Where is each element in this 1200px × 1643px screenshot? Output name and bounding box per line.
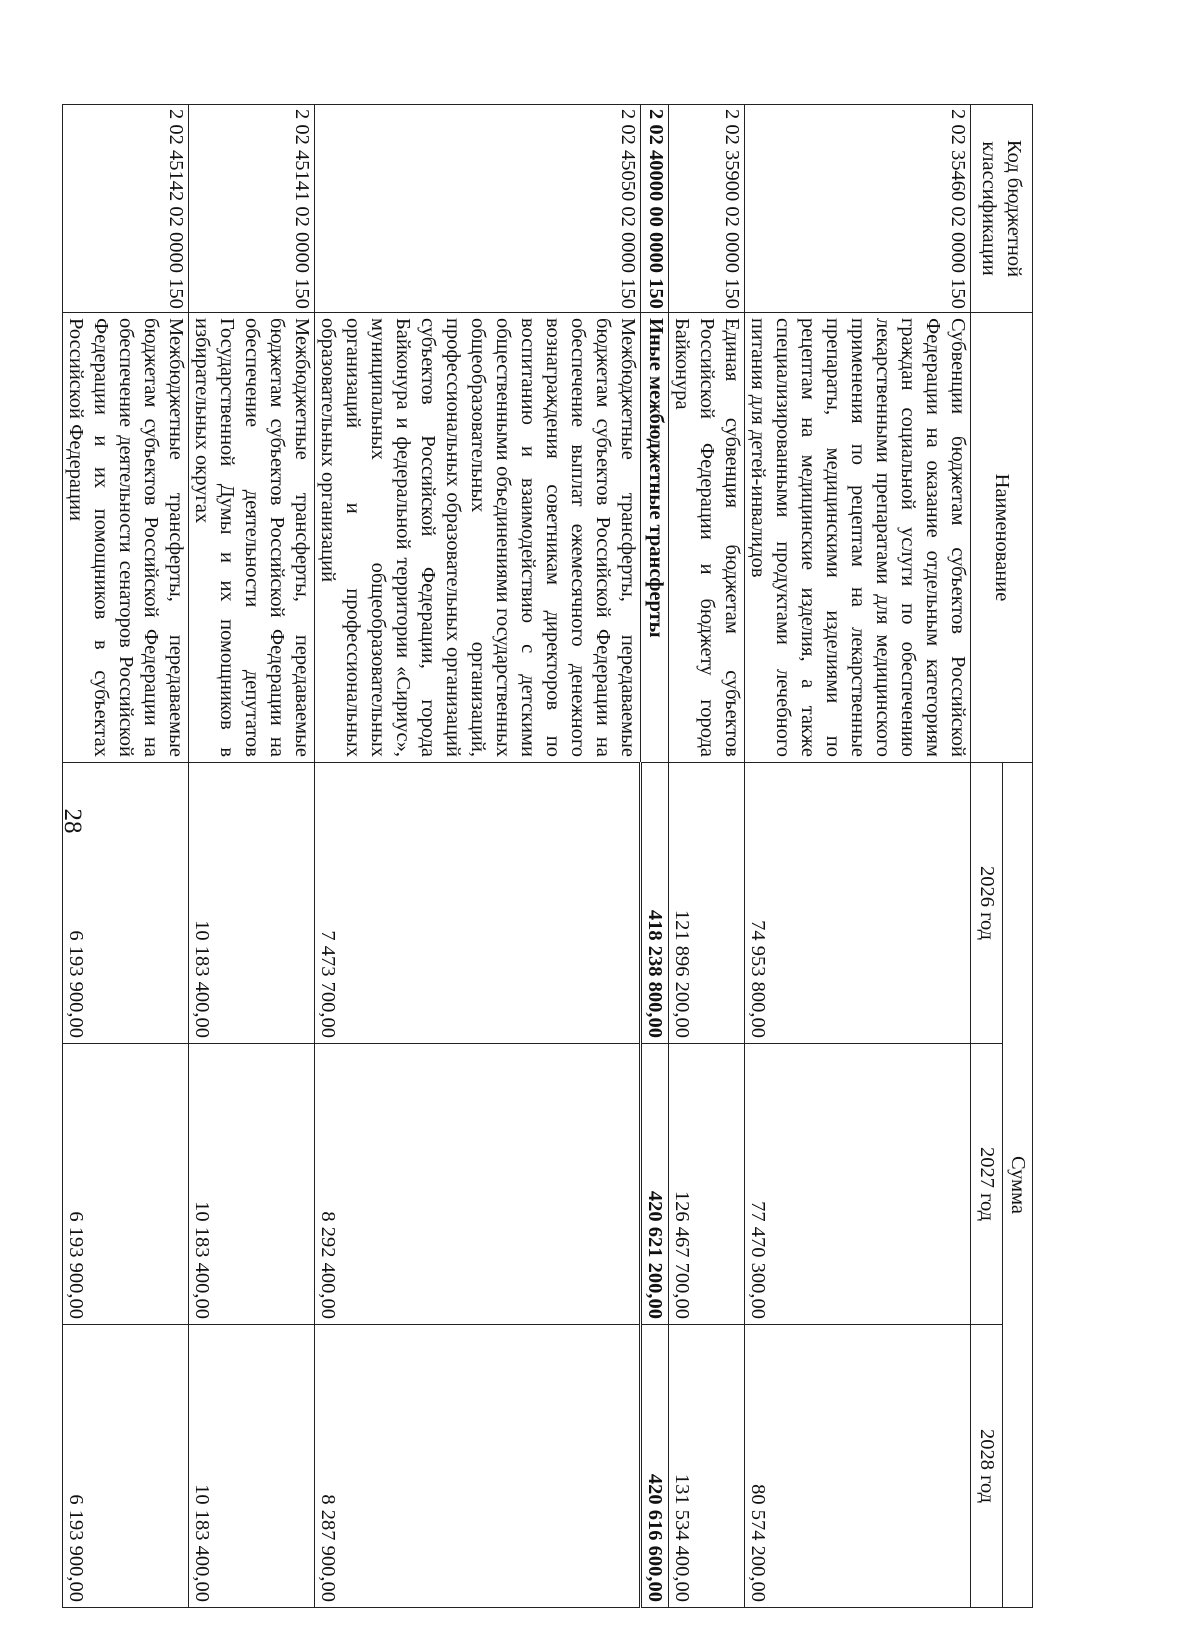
row-amount-2026: 121 896 200,00 (669, 763, 745, 1044)
page-number: 28 (59, 808, 86, 834)
row-amount-2027: 8 292 400,00 (315, 1044, 641, 1325)
table-header-row (1003, 105, 1033, 1608)
row-amount-2027: 126 467 700,00 (669, 1044, 745, 1325)
header-year-2028: 2028 год (971, 1325, 1003, 1608)
row-code: 2 02 40000 00 0000 150 (641, 105, 669, 313)
row-amount-2027: 420 621 200,00 (641, 1044, 669, 1325)
row-amount-2027: 10 183 400,00 (189, 1044, 315, 1325)
budget-table-rotated-page (65, 104, 1033, 1607)
row-amount-2026: 6 193 900,00 (63, 763, 189, 1044)
budget-table (62, 104, 1033, 1608)
row-amount-2028: 8 287 900,00 (315, 1325, 641, 1608)
row-amount-2026: 7 473 700,00 (315, 763, 641, 1044)
row-amount-2028: 10 183 400,00 (189, 1325, 315, 1608)
row-amount-2026: 10 183 400,00 (189, 763, 315, 1044)
row-amount-2027: 77 470 300,00 (745, 1044, 971, 1325)
table-row-total (641, 105, 669, 1608)
header-name: Наименование (971, 313, 1033, 763)
table-row (189, 105, 315, 1608)
row-code: 2 02 45141 02 0000 150 (189, 105, 315, 313)
row-name: Межбюджетные трансферты, передаваемые бюджетам субъектов Российской Федерации на обеспечение выплат ежемесячного денежного вознаграждения советникам директоров по воспитанию и взаимодействию с детскими общественными объединениями государственных общеобразовательных организаций, профессиональных образовательных организаций субъектов Российской Федерации, города Байконура и федеральной территории «Сириус», муниципальных общеобразовательных организаций и профессиональных образовательных организаций (315, 313, 641, 763)
row-amount-2027: 6 193 900,00 (63, 1044, 189, 1325)
row-amount-2028: 80 574 200,00 (745, 1325, 971, 1608)
row-name: Субвенции бюджетам субъектов Российской Федерации на оказание отдельным категориям граждан социальной услуги по обеспечению лекарственными препаратами для медицинского применения по рецептам на лекарственные препараты, медицинскими изделиями по рецептам на медицинские изделия, а также специализированными продуктами лечебного питания для детей-инвалидов (745, 313, 971, 763)
row-amount-2028: 6 193 900,00 (63, 1325, 189, 1608)
table-row (669, 105, 745, 1608)
header-year-2026: 2026 год (971, 763, 1003, 1044)
row-amount-2028: 420 616 600,00 (641, 1325, 669, 1608)
table-row (745, 105, 971, 1608)
row-name: Межбюджетные трансферты, передаваемые бюджетам субъектов Российской Федерации на обеспечение деятельности сенаторов Российской Федерации и их помощников в субъектах Российской Федерации (63, 313, 189, 763)
header-sum: Сумма (1003, 763, 1033, 1608)
row-code: 2 02 45142 02 0000 150 (63, 105, 189, 313)
table-row (315, 105, 641, 1608)
row-name: Иные межбюджетные трансферты (641, 313, 669, 763)
row-code: 2 02 35460 02 0000 150 (745, 105, 971, 313)
header-year-2027: 2027 год (971, 1044, 1003, 1325)
table-row (63, 105, 189, 1608)
row-code: 2 02 45050 02 0000 150 (315, 105, 641, 313)
row-code: 2 02 35900 02 0000 150 (669, 105, 745, 313)
row-amount-2026: 418 238 800,00 (641, 763, 669, 1044)
header-code: Код бюджетной классификации (971, 105, 1033, 313)
row-amount-2026: 74 953 800,00 (745, 763, 971, 1044)
row-amount-2028: 131 534 400,00 (669, 1325, 745, 1608)
row-name: Межбюджетные трансферты, передаваемые бюджетам субъектов Российской Федерации на обеспечение деятельности депутатов Государственной Думы и их помощников в избирательных округах (189, 313, 315, 763)
row-name: Единая субвенция бюджетам субъектов Российской Федерации и бюджету города Байконура (669, 313, 745, 763)
